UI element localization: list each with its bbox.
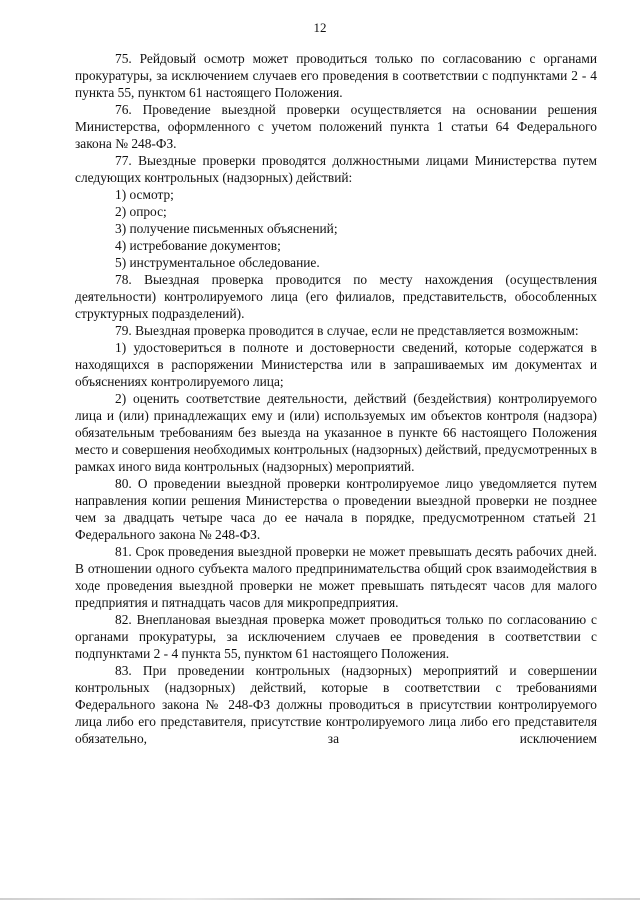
list-item: 2) опрос; <box>115 204 167 219</box>
paragraph-79: 79. Выездная проверка проводится в случае, если не представляется возможным: <box>115 323 579 338</box>
sub-item-79-2: 2) оценить соответствие деятельности, действий (бездействия) контролируемого лица и (или) принадлежащих ему и (или) используемых им объектов контроля (надзора) обязательным требованиям без выезда на указанное в пункте 66 настоящего Положения место и совершения необходимых контрольных (надзорных) действий, предусмотренных в рамках иного вида контрольных (надзорных) мероприятий. <box>75 391 597 474</box>
list-item: 4) истребование документов; <box>115 238 281 253</box>
paragraph-77: 77. Выездные проверки проводятся должностными лицами Министерства путем следующих контрольных (надзорных) действий: <box>75 153 597 185</box>
document-body <box>75 50 597 747</box>
scan-edge-line <box>0 898 640 900</box>
sub-item-79-1: 1) удостовериться в полноте и достоверности сведений, которые содержатся в находящихся в распоряжении Министерства или в запрашиваемых им документах и объяснениях контролируемого лица; <box>75 340 597 389</box>
paragraph-78: 78. Выездная проверка проводится по месту нахождения (осуществления деятельности) контролируемого лица (его филиалов, представительств, обособленных структурных подразделений). <box>75 272 597 321</box>
list-item: 1) осмотр; <box>115 187 174 202</box>
paragraph-82: 82. Внеплановая выездная проверка может проводиться только по согласованию с органами прокуратуры, за исключением случаев ее проведения в соответствии с подпунктами 2 - 4 пункта 55, пунктом 61 настоящего Положения. <box>75 612 597 661</box>
list-item: 5) инструментальное обследование. <box>115 255 320 270</box>
paragraph-81: 81. Срок проведения выездной проверки не может превышать десять рабочих дней. В отношении одного субъекта малого предпринимательства общий срок взаимодействия в ходе проведения выездной проверки не может превышать пятьдесят часов для малого предприятия и пятнадцать часов для микропредприятия. <box>75 544 597 610</box>
list-item: 3) получение письменных объяснений; <box>115 221 338 236</box>
page-number: 12 <box>313 20 327 35</box>
paragraph-75: 75. Рейдовый осмотр может проводиться только по согласованию с органами прокуратуры, за исключением случаев его проведения в соответствии с подпунктами 2 - 4 пункта 55, пунктом 61 настоящего Положения. <box>75 51 597 100</box>
paragraph-80: 80. О проведении выездной проверки контролируемое лицо уведомляется путем направления копии решения Министерства о проведении выездной проверки не позднее чем за двадцать четыре часа до ее начала в порядке, предусмотренном статьей 21 Федерального закона № 248-ФЗ. <box>75 476 597 542</box>
paragraph-83: 83. При проведении контрольных (надзорных) мероприятий и совершении контрольных (надзорных) действий, которые в соответствии с требованиями Федерального закона № 248-ФЗ должны проводиться в присутствии контролируемого лица либо его представителя, присутствие контролируемого лица либо его представителя обязательно, за исключением <box>75 663 597 746</box>
paragraph-76: 76. Проведение выездной проверки осуществляется на основании решения Министерства, оформленного с учетом положений пункта 1 статьи 64 Федерального закона № 248-ФЗ. <box>75 102 597 151</box>
